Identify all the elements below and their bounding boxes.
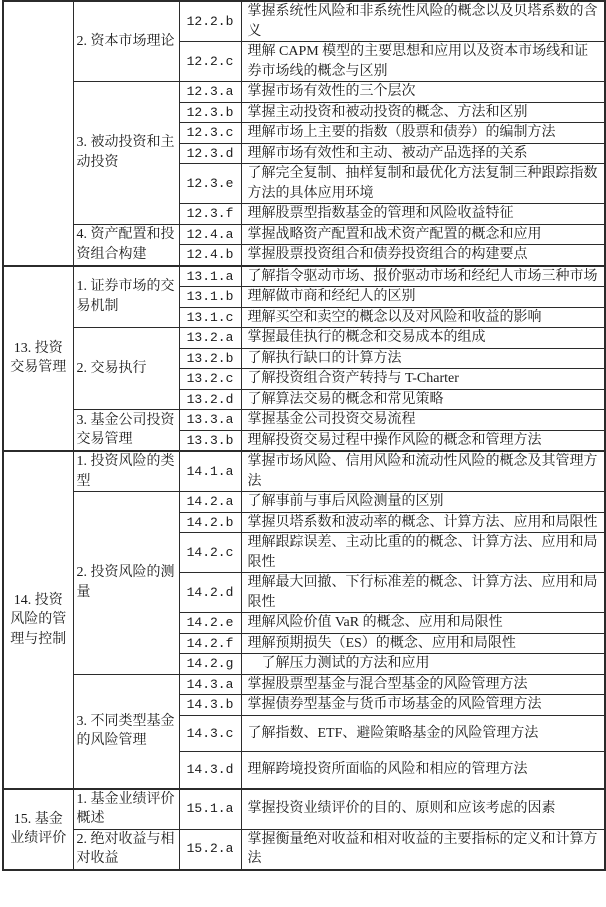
requirement-cell: 理解做市商和经纪人的区别 — [241, 287, 605, 308]
code-cell: 12.2.c — [179, 42, 241, 82]
code-cell: 13.2.b — [179, 348, 241, 369]
requirement-cell: 了解事前与事后风险测量的区别 — [241, 492, 605, 513]
requirement-cell: 掌握股票型基金与混合型基金的风险管理方法 — [241, 674, 605, 695]
requirement-cell: 掌握债券型基金与货币市场基金的风险管理方法 — [241, 695, 605, 716]
requirement-cell: 掌握股票投资组合和债券投资组合的构建要点 — [241, 245, 605, 266]
section-cell: 4. 资产配置和投资组合构建 — [73, 224, 179, 266]
code-cell: 14.3.d — [179, 752, 241, 789]
requirement-cell: 掌握战略资产配置和战术资产配置的概念和应用 — [241, 224, 605, 245]
code-cell: 13.3.a — [179, 410, 241, 431]
code-cell: 13.1.b — [179, 287, 241, 308]
requirement-cell: 掌握系统性风险和非系统性风险的概念以及贝塔系数的含义 — [241, 1, 605, 42]
syllabus-table-body — [3, 1, 605, 870]
chapter-cell: 13. 投资交易管理 — [3, 266, 73, 452]
syllabus-row — [3, 82, 605, 103]
code-cell: 13.2.c — [179, 369, 241, 390]
code-cell: 14.2.e — [179, 613, 241, 634]
requirement-cell: 理解风险价值 VaR 的概念、应用和局限性 — [241, 613, 605, 634]
code-cell: 14.2.g — [179, 654, 241, 675]
requirement-cell: 了解指令驱动市场、报价驱动市场和经纪人市场三种市场 — [241, 266, 605, 287]
code-cell: 13.2.d — [179, 389, 241, 410]
requirement-cell: 了解算法交易的概念和常见策略 — [241, 389, 605, 410]
requirement-cell: 掌握投资业绩评价的目的、原则和应该考虑的因素 — [241, 789, 605, 830]
code-cell: 12.4.a — [179, 224, 241, 245]
section-cell: 1. 投资风险的类型 — [73, 451, 179, 492]
syllabus-row — [3, 451, 605, 492]
code-cell: 12.3.d — [179, 143, 241, 164]
requirement-cell: 掌握贝塔系数和波动率的概念、计算方法、应用和局限性 — [241, 512, 605, 533]
code-cell: 12.3.f — [179, 204, 241, 225]
requirement-cell: 理解市场上主要的指数（股票和债券）的编制方法 — [241, 123, 605, 144]
section-cell: 1. 证券市场的交易机制 — [73, 266, 179, 328]
code-cell: 12.4.b — [179, 245, 241, 266]
requirement-cell: 掌握主动投资和被动投资的概念、方法和区别 — [241, 102, 605, 123]
requirement-cell: 了解指数、ETF、避险策略基金的风险管理方法 — [241, 715, 605, 752]
requirement-cell: 了解投资组合资产转持与 T-Charter — [241, 369, 605, 390]
syllabus-table — [2, 0, 606, 871]
syllabus-row — [3, 328, 605, 349]
section-cell: 2. 资本市场理论 — [73, 1, 179, 82]
syllabus-row — [3, 224, 605, 245]
syllabus-row — [3, 789, 605, 830]
chapter-cell — [3, 1, 73, 266]
code-cell: 14.2.d — [179, 573, 241, 613]
requirement-cell: 理解最大回撤、下行标准差的概念、计算方法、应用和局限性 — [241, 573, 605, 613]
section-cell: 2. 投资风险的测量 — [73, 492, 179, 675]
requirement-cell: 理解股票型指数基金的管理和风险收益特征 — [241, 204, 605, 225]
code-cell: 14.1.a — [179, 451, 241, 492]
code-cell: 15.2.a — [179, 829, 241, 870]
code-cell: 14.2.a — [179, 492, 241, 513]
section-cell: 1. 基金业绩评价概述 — [73, 789, 179, 830]
section-cell: 2. 交易执行 — [73, 328, 179, 410]
syllabus-row — [3, 1, 605, 42]
code-cell: 14.3.b — [179, 695, 241, 716]
requirement-cell: 理解跟踪误差、主动比重的的概念、计算方法、应用和局限性 — [241, 533, 605, 573]
syllabus-row — [3, 492, 605, 513]
section-cell: 3. 被动投资和主动投资 — [73, 82, 179, 225]
code-cell: 15.1.a — [179, 789, 241, 830]
code-cell: 14.3.a — [179, 674, 241, 695]
chapter-cell: 15. 基金业绩评价 — [3, 789, 73, 870]
code-cell: 14.2.b — [179, 512, 241, 533]
code-cell: 14.2.c — [179, 533, 241, 573]
requirement-cell: 了解执行缺口的计算方法 — [241, 348, 605, 369]
syllabus-row — [3, 410, 605, 431]
syllabus-row — [3, 829, 605, 870]
chapter-cell: 14. 投资风险的管理与控制 — [3, 451, 73, 789]
requirement-cell: 掌握市场有效性的三个层次 — [241, 82, 605, 103]
code-cell: 14.3.c — [179, 715, 241, 752]
requirement-cell: 理解跨境投资所面临的风险和相应的管理方法 — [241, 752, 605, 789]
requirement-cell: 掌握最佳执行的概念和交易成本的组成 — [241, 328, 605, 349]
requirement-cell: 理解买空和卖空的概念以及对风险和收益的影响 — [241, 307, 605, 328]
syllabus-row — [3, 674, 605, 695]
requirement-cell: 掌握衡量绝对收益和相对收益的主要指标的定义和计算方法 — [241, 829, 605, 870]
code-cell: 13.3.b — [179, 430, 241, 451]
requirement-cell: 理解预期损失（ES）的概念、应用和局限性 — [241, 633, 605, 654]
requirement-cell: 了解压力测试的方法和应用 — [241, 654, 605, 675]
section-cell: 2. 绝对收益与相对收益 — [73, 829, 179, 870]
code-cell: 12.3.c — [179, 123, 241, 144]
requirement-cell: 了解完全复制、抽样复制和最优化方法复制三种跟踪指数方法的具体应用环境 — [241, 164, 605, 204]
code-cell: 12.3.e — [179, 164, 241, 204]
code-cell: 12.3.b — [179, 102, 241, 123]
section-cell: 3. 基金公司投资交易管理 — [73, 410, 179, 452]
section-cell: 3. 不同类型基金的风险管理 — [73, 674, 179, 789]
code-cell: 12.3.a — [179, 82, 241, 103]
requirement-cell: 理解 CAPM 模型的主要思想和应用以及资本市场线和证券市场线的概念与区别 — [241, 42, 605, 82]
code-cell: 13.2.a — [179, 328, 241, 349]
code-cell: 13.1.a — [179, 266, 241, 287]
requirement-cell: 掌握市场风险、信用风险和流动性风险的概念及其管理方法 — [241, 451, 605, 492]
requirement-cell: 理解投资交易过程中操作风险的概念和管理方法 — [241, 430, 605, 451]
requirement-cell: 掌握基金公司投资交易流程 — [241, 410, 605, 431]
code-cell: 12.2.b — [179, 1, 241, 42]
requirement-cell: 理解市场有效性和主动、被动产品选择的关系 — [241, 143, 605, 164]
code-cell: 13.1.c — [179, 307, 241, 328]
syllabus-row — [3, 266, 605, 287]
code-cell: 14.2.f — [179, 633, 241, 654]
